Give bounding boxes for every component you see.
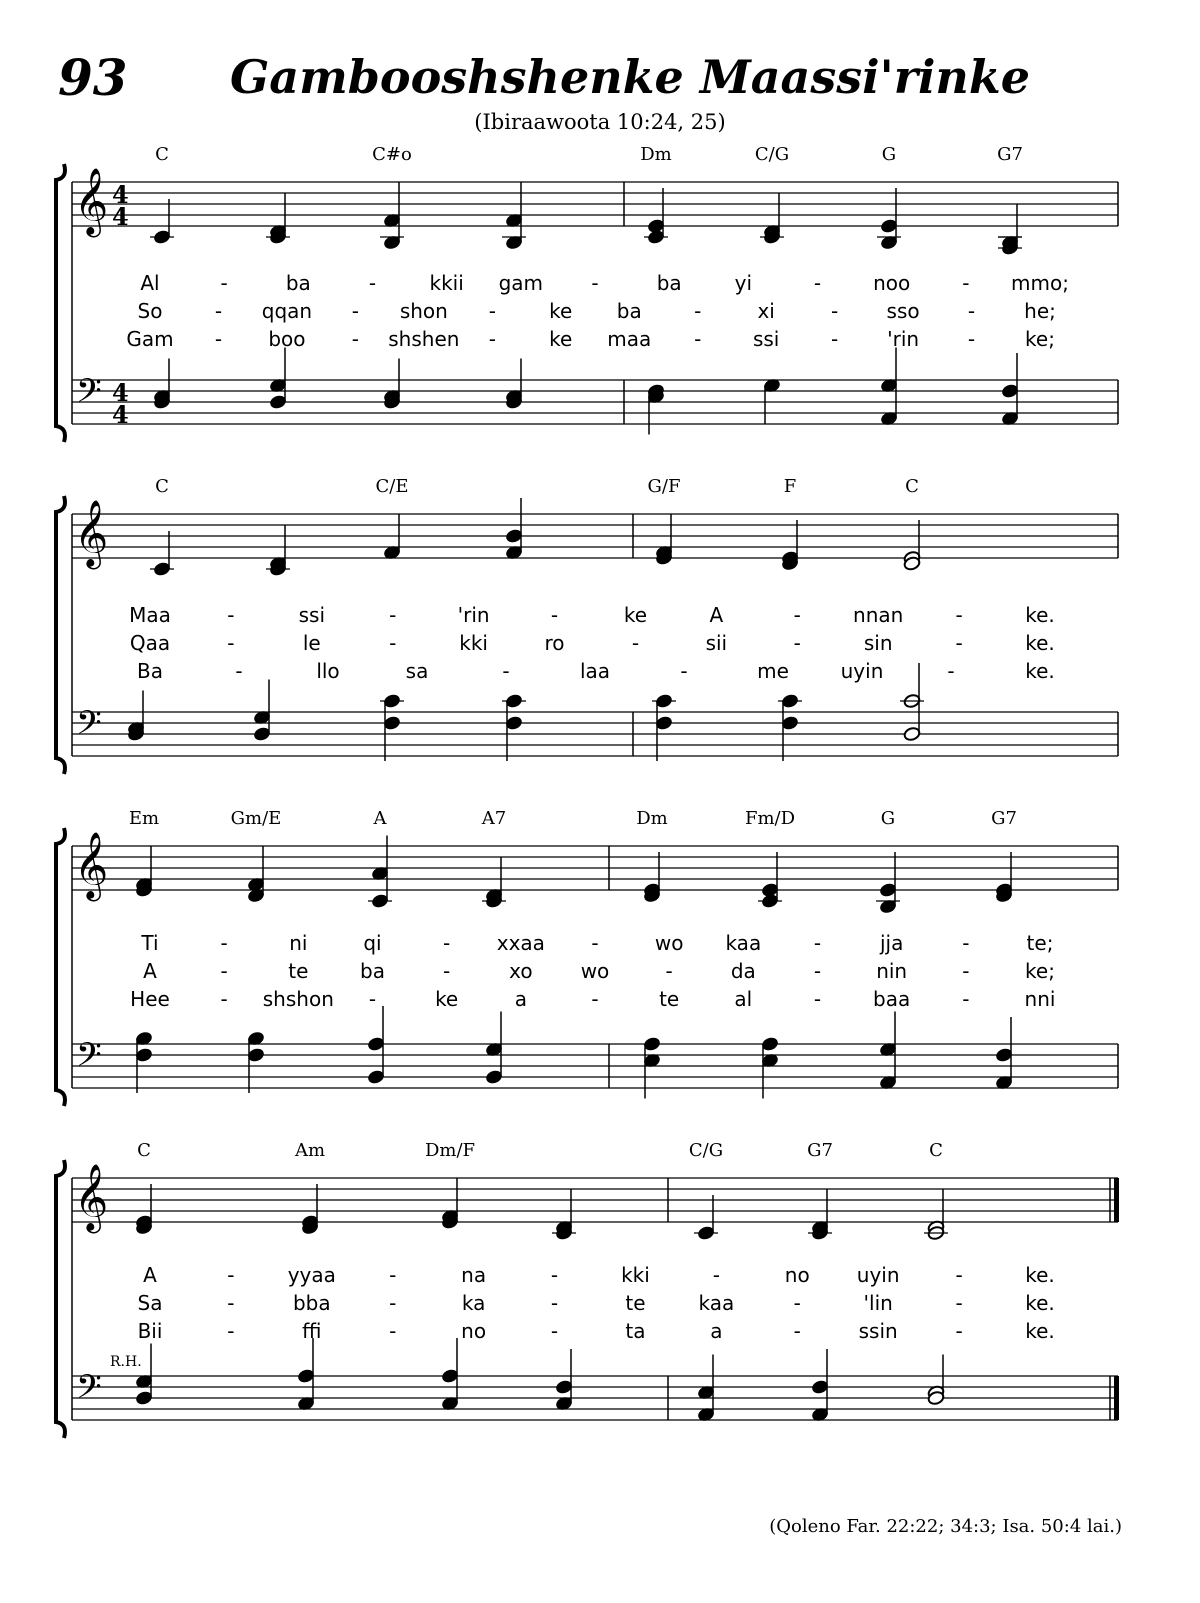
lyric-syllable: - xyxy=(227,1291,235,1315)
lyric-syllable: So xyxy=(137,299,163,323)
lyric-syllable: ba xyxy=(285,271,311,295)
lyric-syllable: - xyxy=(955,603,963,627)
lyric-syllable: wo xyxy=(580,959,610,983)
lyric-syllable: ba xyxy=(360,959,385,983)
lyric-syllable: - xyxy=(214,327,223,351)
lyric-syllable: - xyxy=(235,659,243,683)
lyric-syllable: - xyxy=(389,1291,397,1315)
lyric-syllable: shshen xyxy=(388,327,460,351)
lyric-syllable: - xyxy=(550,1319,559,1343)
lyric-syllable: - xyxy=(831,299,839,323)
lyric-syllable: ssin xyxy=(858,1319,898,1343)
lyric-syllable: - xyxy=(550,603,559,627)
lyric-syllable: nin xyxy=(876,959,908,983)
lyric-syllable: ssi xyxy=(752,327,780,351)
lyric-syllable: te xyxy=(625,1291,646,1315)
system-bracket xyxy=(56,496,65,774)
lyric-syllable: da xyxy=(730,959,756,983)
lyric-syllable: - xyxy=(220,271,228,295)
chord-symbol: G7 xyxy=(997,144,1023,165)
lyric-syllable: sa xyxy=(405,659,429,683)
lyric-syllable: kkii xyxy=(429,271,464,295)
lyric-syllable: Gam xyxy=(126,327,174,351)
lyric-syllable: - xyxy=(550,1263,559,1287)
lyric-syllable: bba xyxy=(292,1291,331,1315)
time-signature-bottom: 4 xyxy=(112,400,129,429)
chord-symbol: Fm/D xyxy=(744,808,796,829)
lyric-syllable: 'rin xyxy=(887,327,920,351)
lyric-syllable: sii xyxy=(705,631,728,655)
treble-clef: 𝄞 xyxy=(74,830,109,899)
lyric-syllable: a xyxy=(710,1319,723,1343)
lyric-syllable: llo xyxy=(316,659,340,683)
chord-symbol: G/F xyxy=(647,476,681,497)
lyric-syllable: mmo; xyxy=(1011,271,1069,295)
chord-symbol: Dm xyxy=(640,144,672,165)
lyric-syllable: nni xyxy=(1024,987,1056,1011)
lyric-syllable: - xyxy=(962,931,970,955)
lyric-syllable: boo xyxy=(268,327,306,351)
lyric-syllable: - xyxy=(962,271,970,295)
lyric-syllable: - xyxy=(793,1319,801,1343)
lyric-syllable: - xyxy=(680,659,688,683)
lyric-syllable: ssi xyxy=(298,603,326,627)
lyric-syllable: uyin xyxy=(840,659,884,683)
hymn-number: 93 xyxy=(58,48,128,107)
lyric-syllable: - xyxy=(389,631,397,655)
lyric-syllable: al xyxy=(734,987,753,1011)
lyric-syllable: ke xyxy=(435,987,459,1011)
time-signature-top: 4 xyxy=(112,180,129,209)
lyric-syllable: ni xyxy=(289,931,308,955)
lyric-syllable: ba xyxy=(616,299,642,323)
chord-symbol: Gm/E xyxy=(230,808,282,829)
chord-symbol: C xyxy=(137,1140,151,1161)
lyric-syllable: - xyxy=(389,1319,397,1343)
lyric-syllable: - xyxy=(488,299,496,323)
scripture-reference: (Ibiraawoota 10:24, 25) xyxy=(474,110,726,134)
lyric-syllable: Ti xyxy=(141,931,159,955)
lyric-syllable: - xyxy=(443,931,451,955)
lyric-syllable: - xyxy=(813,959,822,983)
lyric-syllable: - xyxy=(793,603,801,627)
chord-symbol: Em xyxy=(128,808,160,829)
chord-symbol: G7 xyxy=(807,1140,833,1161)
lyric-syllable: kki xyxy=(459,631,489,655)
bass-clef: 𝄢 xyxy=(76,372,102,419)
lyric-syllable: kaa xyxy=(725,931,762,955)
lyric-syllable: ba xyxy=(656,271,682,295)
lyric-syllable: wo xyxy=(654,931,684,955)
lyric-syllable: ke. xyxy=(1025,659,1055,683)
lyric-syllable: - xyxy=(502,659,510,683)
lyric-syllable: maa xyxy=(607,327,652,351)
lyric-syllable: no xyxy=(461,1319,487,1343)
system-bracket xyxy=(56,828,65,1106)
lyric-syllable: ke; xyxy=(1025,959,1055,983)
chord-symbol: G xyxy=(881,144,897,165)
lyric-syllable: ke. xyxy=(1025,603,1055,627)
lyric-syllable: - xyxy=(591,931,599,955)
chord-symbol: A xyxy=(373,808,387,829)
lyric-syllable: yi xyxy=(734,271,753,295)
lyric-syllable: ke. xyxy=(1025,1263,1055,1287)
final-barline-thick xyxy=(1114,1178,1119,1222)
treble-clef: 𝄞 xyxy=(74,1162,109,1231)
lyric-syllable: - xyxy=(631,631,640,655)
chord-symbol: C xyxy=(155,476,169,497)
chord-symbol: F xyxy=(783,476,797,497)
lyric-syllable: - xyxy=(955,1263,963,1287)
lyric-syllable: - xyxy=(220,931,228,955)
lyric-syllable: - xyxy=(214,299,223,323)
lyric-syllable: - xyxy=(488,327,496,351)
lyric-syllable: noo xyxy=(873,271,911,295)
chord-symbol: Dm/F xyxy=(424,1140,476,1161)
lyric-syllable: - xyxy=(793,631,801,655)
lyric-syllable: le xyxy=(302,631,321,655)
lyric-syllable: Qaa xyxy=(129,631,171,655)
lyric-syllable: A xyxy=(143,1263,157,1287)
lyric-syllable: he; xyxy=(1024,299,1056,323)
lyric-syllable: ta xyxy=(625,1319,646,1343)
lyric-syllable: Ba xyxy=(137,659,163,683)
lyric-syllable: ke xyxy=(623,603,648,627)
lyric-syllable: Maa xyxy=(129,603,171,627)
lyric-syllable: te xyxy=(288,959,309,983)
lyric-syllable: - xyxy=(947,659,955,683)
lyric-syllable: te; xyxy=(1026,931,1054,955)
lyric-syllable: - xyxy=(967,299,976,323)
lyric-syllable: me xyxy=(757,659,789,683)
final-barline-thick xyxy=(1114,1376,1119,1420)
lyric-syllable: Al xyxy=(140,271,160,295)
lyric-syllable: Hee xyxy=(130,987,170,1011)
lyric-syllable: a xyxy=(514,987,527,1011)
time-signature-top: 4 xyxy=(112,378,129,407)
lyric-syllable: - xyxy=(368,987,377,1011)
bass-clef: 𝄢 xyxy=(76,1036,102,1083)
lyric-syllable: - xyxy=(694,327,702,351)
lyric-syllable: 'lin xyxy=(863,1291,893,1315)
lyric-syllable: - xyxy=(368,271,377,295)
lyric-syllable: - xyxy=(351,299,359,323)
lyric-syllable: - xyxy=(962,987,970,1011)
lyric-syllable: - xyxy=(591,271,599,295)
chord-symbol: C/E xyxy=(375,476,409,497)
lyric-syllable: - xyxy=(813,987,822,1011)
lyric-syllable: - xyxy=(443,959,451,983)
bass-clef: 𝄢 xyxy=(76,704,102,751)
lyric-syllable: - xyxy=(967,327,976,351)
lyric-syllable: - xyxy=(955,631,963,655)
lyric-syllable: - xyxy=(955,1319,963,1343)
hymn-title: Gambooshshenke Maassi'rinke xyxy=(229,50,1030,104)
lyric-syllable: - xyxy=(665,959,673,983)
lyric-syllable: - xyxy=(220,987,228,1011)
lyric-syllable: - xyxy=(813,271,822,295)
lyric-syllable: - xyxy=(227,1319,235,1343)
chord-symbol: Dm xyxy=(636,808,668,829)
lyric-syllable: nnan xyxy=(853,603,904,627)
lyric-syllable: - xyxy=(227,631,235,655)
lyric-syllable: - xyxy=(550,1291,559,1315)
lyric-syllable: - xyxy=(694,299,702,323)
lyric-syllable: shshon xyxy=(262,987,334,1011)
lyric-syllable: shon xyxy=(399,299,448,323)
lyric-syllable: xxaa xyxy=(496,931,545,955)
lyric-syllable: ro xyxy=(544,631,565,655)
lyric-syllable: ka xyxy=(461,1291,486,1315)
chord-symbol: C xyxy=(155,144,169,165)
lyric-syllable: sin xyxy=(863,631,893,655)
chord-symbol: A7 xyxy=(481,808,507,829)
lyric-syllable: - xyxy=(220,959,228,983)
lyric-syllable: ke xyxy=(549,299,573,323)
lyric-syllable: - xyxy=(955,1291,963,1315)
lyric-syllable: - xyxy=(389,1263,397,1287)
treble-clef: 𝄞 xyxy=(74,166,109,235)
chord-symbol: C/G xyxy=(688,1140,724,1161)
lyric-syllable: - xyxy=(813,931,822,955)
system-bracket xyxy=(56,164,65,442)
lyric-syllable: ke xyxy=(549,327,573,351)
lyric-syllable: kki xyxy=(621,1263,650,1287)
chord-symbol: C#o xyxy=(372,144,412,165)
treble-clef: 𝄞 xyxy=(74,498,109,567)
lyric-syllable: ke; xyxy=(1025,327,1055,351)
lyric-syllable: baa xyxy=(873,987,911,1011)
lyric-syllable: - xyxy=(591,987,599,1011)
lyric-syllable: te xyxy=(659,987,680,1011)
lyric-syllable: yyaa xyxy=(287,1263,336,1287)
chord-symbol: C xyxy=(905,476,919,497)
lyric-syllable: na xyxy=(461,1263,487,1287)
chord-symbol: G7 xyxy=(991,808,1017,829)
lyric-syllable: laa xyxy=(579,659,611,683)
lyric-syllable: - xyxy=(712,1263,720,1287)
lyric-syllable: jja xyxy=(879,931,904,955)
footer-reference: (Qoleno Far. 22:22; 34:3; Isa. 50:4 lai.) xyxy=(769,1516,1122,1537)
lyric-syllable: A xyxy=(143,959,157,983)
lyric-syllable: - xyxy=(227,603,235,627)
rh-annotation: R.H. xyxy=(110,1354,142,1370)
lyric-syllable: - xyxy=(831,327,839,351)
lyric-syllable: 'rin xyxy=(457,603,490,627)
lyric-syllable: uyin xyxy=(856,1263,900,1287)
lyric-syllable: kaa xyxy=(698,1291,735,1315)
lyric-syllable: - xyxy=(962,959,970,983)
chord-symbol: G xyxy=(880,808,896,829)
lyric-syllable: ke. xyxy=(1025,631,1055,655)
lyric-syllable: ke. xyxy=(1025,1291,1055,1315)
lyric-syllable: ffi xyxy=(302,1319,322,1343)
chord-symbol: C xyxy=(929,1140,943,1161)
lyric-syllable: - xyxy=(389,603,397,627)
lyric-syllable: gam xyxy=(498,271,544,295)
lyric-syllable: xo xyxy=(509,959,533,983)
time-signature-bottom: 4 xyxy=(112,202,129,231)
lyric-syllable: - xyxy=(227,1263,235,1287)
lyric-syllable: Bii xyxy=(137,1319,163,1343)
lyric-syllable: A xyxy=(709,603,724,627)
lyric-syllable: - xyxy=(351,327,359,351)
lyric-syllable: qqan xyxy=(261,299,313,323)
lyric-syllable: - xyxy=(793,1291,801,1315)
lyric-syllable: qi xyxy=(363,931,382,955)
lyric-syllable: no xyxy=(784,1263,810,1287)
lyric-syllable: ke. xyxy=(1025,1319,1055,1343)
lyric-syllable: Sa xyxy=(137,1291,163,1315)
chord-symbol: C/G xyxy=(754,144,790,165)
system-bracket xyxy=(56,1160,65,1438)
bass-clef: 𝄢 xyxy=(76,1368,102,1415)
lyric-syllable: xi xyxy=(757,299,775,323)
lyric-syllable: sso xyxy=(886,299,920,323)
chord-symbol: Am xyxy=(294,1140,326,1161)
